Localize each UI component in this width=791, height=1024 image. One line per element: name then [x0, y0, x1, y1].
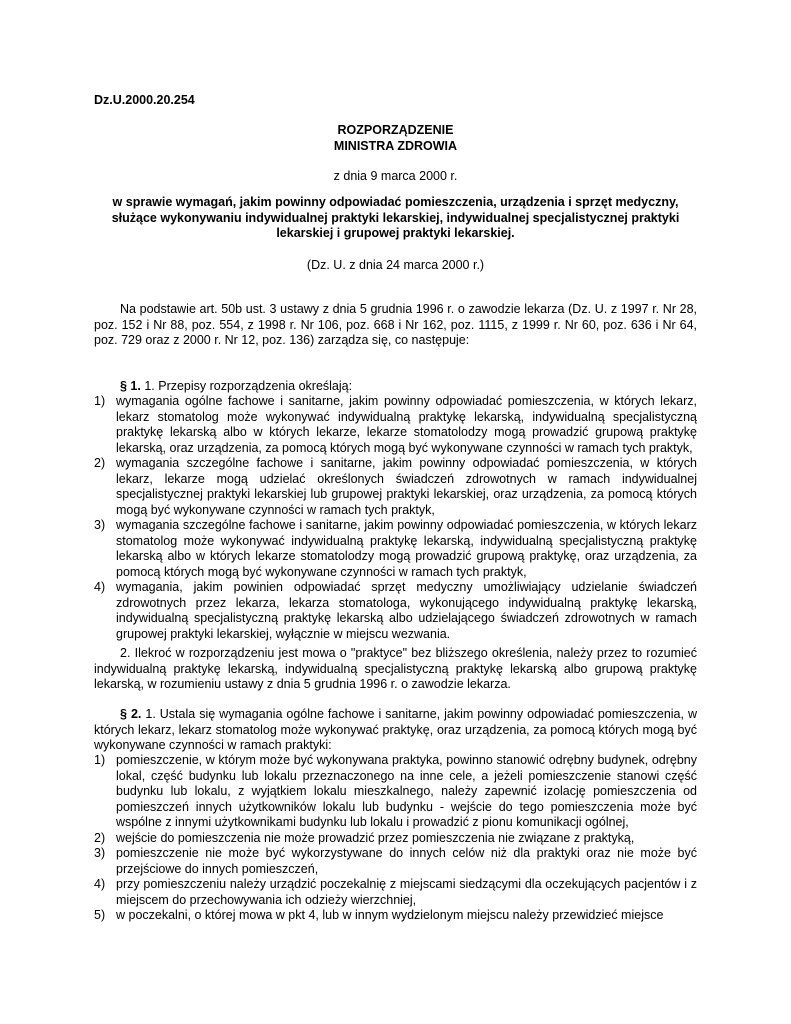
list-item [94, 753, 697, 831]
item-text: wymagania, jakim powinien odpowiadać sprzęt medyczny umożliwiający udzielanie świadczeń zdrowotnych przez lekarza, lekarza stomatologa, wykonującego indywidualną praktykę lekarską, indywidualną specjalistyczną praktykę lekarską albo udzielającego świadczeń zdrowotnych w ramach grupowej praktyki lekarskiej, wyłącznie w miejscu wezwania. [116, 580, 697, 641]
item-text: wejście do pomieszczenia nie może prowadzić przez pomieszczenia nie związane z praktyką, [116, 830, 635, 845]
section-2-lead [94, 707, 697, 754]
list-item [94, 877, 697, 908]
list-item [94, 908, 697, 924]
item-number: 4) [94, 580, 106, 594]
item-text: wymagania szczególne fachowe i sanitarne, jakim powinny odpowiadać pomieszczenia, w których lekarz stomatolog może wykonywać indywidualną praktykę lekarską, indywidualną specjalistyczną praktykę lekarską albo w których lekarze stomatolodzy mogą prowadzić grupową praktykę, oraz urządzenia, za pomocą których mogą być wykonywane czynności w ramach tych praktyk, [116, 518, 697, 579]
item-number: 4) [94, 877, 106, 891]
list-item [94, 394, 697, 456]
act-subject: w sprawie wymagań, jakim powinny odpowiadać pomieszczenia, urządzenia i sprzęt medyczny, służące wykonywaniu indywidualnej praktyki lekarskiej, indywidualnej specjalistycznej praktyki lekarskiej i grupowej praktyki lekarskiej. [111, 195, 680, 240]
item-number: 1) [94, 753, 106, 767]
publication-note: (Dz. U. z dnia 24 marca 2000 r.) [306, 258, 485, 272]
item-number: 5) [94, 908, 106, 922]
legal-basis-paragraph: Na podstawie art. 50b ust. 3 ustawy z dnia 5 grudnia 1996 r. o zawodzie lekarza (Dz. U. z 1997 r. Nr 28, poz. 152 i Nr 88, poz. 554, z 1998 r. Nr 106, poz. 668 i Nr 162, poz. 1115, z 1999 r. Nr 60, poz. 636 i Nr 64, poz. 729 oraz z 2000 r. Nr 12, poz. 136) zarządza się, co następuje: [94, 302, 697, 347]
act-date: z dnia 9 marca 2000 r. [333, 169, 458, 183]
item-number: 2) [94, 830, 106, 845]
list-item [94, 846, 697, 877]
item-text: przy pomieszczeniu należy urządzić poczekalnię z miejscami siedzącymi dla oczekujących pacjentów i z miejscem do przechowywania ich odzieży wierzchniej, [116, 877, 697, 907]
list-item [94, 518, 697, 580]
item-text: pomieszczenie nie może być wykorzystywane do innych celów niż dla praktyki oraz nie może być przejściowe do innych pomieszczeń, [116, 846, 697, 876]
section-1-lead-text: 1. Przepisy rozporządzenia określają: [140, 379, 353, 393]
item-text: wymagania szczególne fachowe i sanitarne, jakim powinny odpowiadać pomieszczenia, w których lekarz, lekarze mogą udzielać określonych świadczeń zdrowotnych w ramach indywidualnej specjalistycznej praktyki lekarskiej lub grupowej praktyki lekarskiej, oraz urządzenia, za pomocą których mogą być wykonywane czynności w ramach tych praktyk, [116, 456, 697, 517]
item-number: 3) [94, 518, 106, 532]
section-1-list [94, 394, 697, 642]
section-2-label: § 2. [120, 707, 142, 721]
item-number: 2) [94, 456, 106, 470]
list-item [94, 580, 697, 642]
journal-reference: Dz.U.2000.20.254 [94, 93, 195, 107]
issuing-authority: MINISTRA ZDROWIA [333, 138, 458, 153]
item-number: 3) [94, 846, 106, 860]
section-2-lead-text: 1. Ustala się wymagania ogólne fachowe i sanitarne, jakim powinny odpowiadać pomieszczenia, w których lekarz, lekarz stomatolog może wykonywać praktykę, oraz urządzenia, za pomocą których mogą być wykonywane czynności w ramach praktyki: [94, 707, 697, 752]
item-text: w poczekalni, o której mowa w pkt 4, lub w innym wydzielonym miejscu należy przewidzieć miejsce [116, 908, 664, 922]
item-number: 1) [94, 394, 106, 408]
section-1-lead [94, 379, 697, 395]
item-text: pomieszczenie, w którym może być wykonywana praktyka, powinno stanowić odrębny budynek, odrębny lokal, część budynku lub lokalu przeznaczonego na inne cele, a jeżeli pomieszczenie stanowi część budynku lub lokalu, z wyjątkiem lokalu mieszkalnego, należy zapewnić izolację pomieszczenia od pomieszczeń innych użytkowników lokalu lub budynku - wejście do tego pomieszczenia może być wspólne z innymi użytkownikami budynku lub lokalu i prowadzić z pionu komunikacji ogólnej, [116, 753, 697, 829]
section-1-label: § 1. [120, 379, 141, 393]
section-1-point-2: 2. Ilekroć w rozporządzeniu jest mowa o "praktyce" bez bliższego określenia, należy przez to rozumieć indywidualną praktykę lekarską, indywidualną specjalistyczną praktykę lekarską albo grupową praktykę lekarską, w rozumieniu ustawy z dnia 5 grudnia 1996 r. o zawodzie lekarza. [94, 646, 697, 691]
list-item [94, 831, 697, 847]
section-2-list [94, 753, 697, 924]
item-text: wymagania ogólne fachowe i sanitarne, jakim powinny odpowiadać pomieszczenia, w których lekarz, lekarz stomatolog może wykonywać indywidualną praktykę lekarską, indywidualną specjalistyczną praktykę lekarską albo w których lekarze, lekarze stomatolodzy mogą prowadzić grupową praktykę lekarską, oraz urządzenia, za pomocą których mogą być wykonywane czynności w ramach tych praktyk, [116, 394, 697, 455]
list-item [94, 456, 697, 518]
act-title [94, 123, 697, 154]
act-type: ROZPORZĄDZENIE [337, 123, 454, 137]
